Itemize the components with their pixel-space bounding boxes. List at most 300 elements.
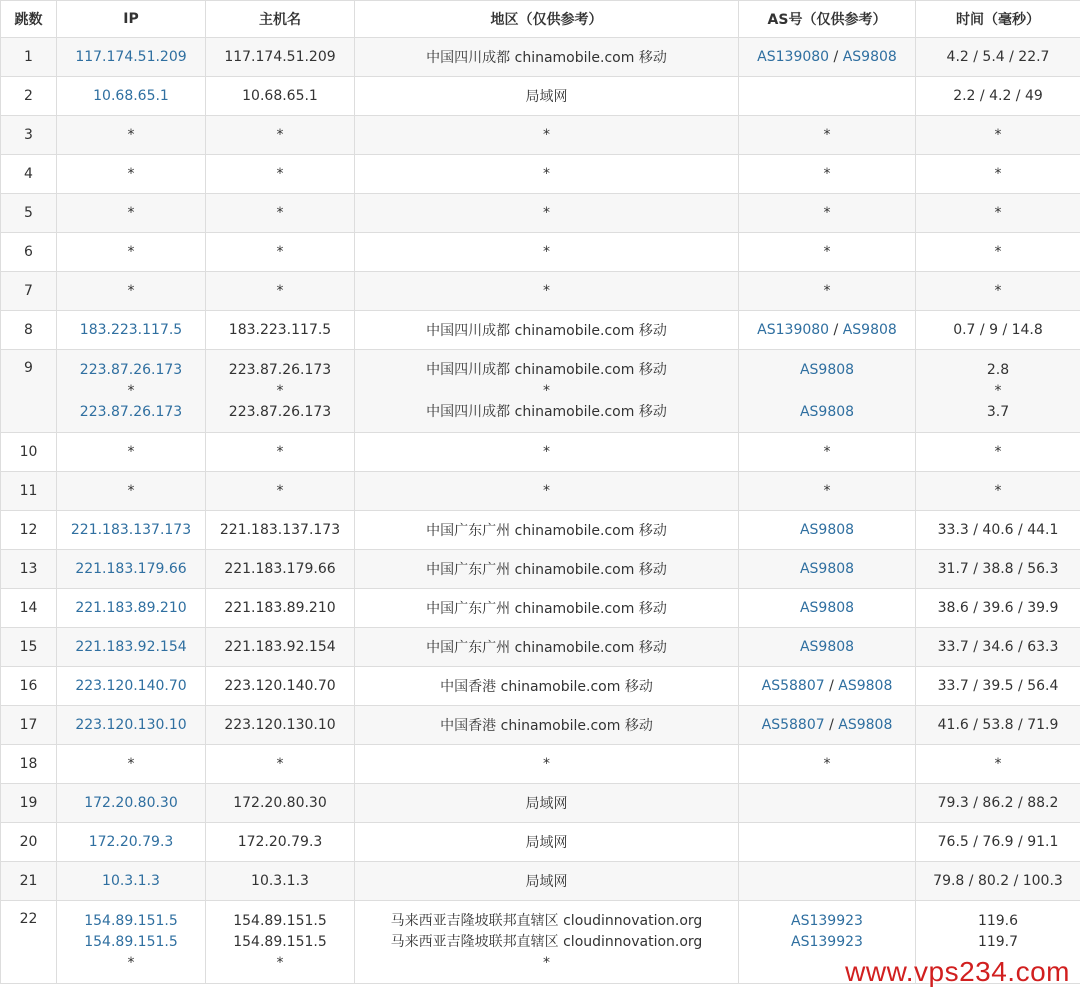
as-link[interactable]: AS58807 [761, 717, 825, 733]
as-number: * [823, 283, 831, 299]
latency-text: 4.2 / 5.4 / 22.7 [946, 49, 1050, 65]
ip-cell-line [80, 322, 182, 338]
as-cell [739, 194, 916, 233]
ip-link[interactable]: 221.183.89.210 [75, 600, 187, 616]
latency-text: 0.7 / 9 / 14.8 [953, 322, 1043, 338]
time-cell-line [947, 49, 1050, 65]
hostname-cell-line [229, 322, 331, 338]
header-row [1, 1, 1080, 38]
hostname: 10.3.1.3 [251, 873, 309, 889]
region-cell [355, 433, 739, 472]
ip-address: * [127, 244, 135, 260]
as-cell-line [825, 873, 829, 889]
ip-cell [57, 550, 206, 589]
latency-text: 41.6 / 53.8 / 71.9 [937, 717, 1059, 733]
region-cell [355, 667, 739, 706]
as-link[interactable]: AS9808 [838, 717, 893, 733]
hop-cell [1, 194, 57, 233]
latency-text: 33.3 / 40.6 / 44.1 [937, 522, 1059, 538]
time-cell-line [938, 561, 1059, 577]
hop-number: 5 [24, 205, 33, 221]
region-cell-line [526, 835, 568, 851]
hop-cell [1, 745, 57, 784]
ip-cell-line [75, 600, 186, 616]
ip-link[interactable]: 221.183.179.66 [75, 561, 187, 577]
ip-link[interactable]: 154.89.151.5 [84, 912, 178, 929]
hop-cell [1, 77, 57, 116]
region-cell [355, 589, 739, 628]
time-cell [916, 311, 1080, 350]
hop-cell [1, 311, 57, 350]
hostname-cell [206, 589, 355, 628]
table-row [1, 433, 1080, 472]
time-cell-line [938, 600, 1059, 616]
region-text: * [543, 954, 550, 971]
ip-cell-line [93, 88, 169, 104]
region-cell-line [359, 932, 734, 953]
ip-cell [57, 233, 206, 272]
table-header [1, 1, 1080, 38]
table-row [1, 823, 1080, 862]
region-cell-line [543, 205, 550, 221]
as-link[interactable]: AS9808 [842, 49, 897, 65]
ip-cell [57, 77, 206, 116]
latency-text: 76.5 / 76.9 / 91.1 [937, 834, 1059, 850]
time-cell-line [938, 717, 1059, 733]
as-cell [739, 155, 916, 194]
as-cell [739, 77, 916, 116]
as-link[interactable]: AS9808 [799, 639, 855, 655]
hop-cell [1, 511, 57, 550]
latency-text: * [994, 444, 1002, 460]
as-cell [739, 433, 916, 472]
hostname: 223.120.130.10 [224, 717, 336, 733]
table-row [1, 667, 1080, 706]
time-cell [916, 745, 1080, 784]
as-separator: / [824, 717, 839, 733]
ip-cell-line [75, 717, 186, 733]
region-text: 中国广东广州 chinamobile.com 移动 [426, 640, 667, 656]
hostname: * [276, 954, 284, 971]
region-cell-line [426, 523, 667, 539]
hop-number: 6 [24, 244, 33, 260]
hop-number: 12 [19, 522, 38, 538]
hop-cell [1, 116, 57, 155]
as-cell-line [743, 911, 911, 932]
ip-link[interactable]: 223.120.130.10 [75, 717, 187, 733]
ip-cell-line [75, 49, 186, 65]
latency-text: * [994, 166, 1002, 182]
region-cell [355, 155, 739, 194]
as-link[interactable]: AS9808 [799, 600, 855, 616]
latency-text: 33.7 / 34.6 / 63.3 [937, 639, 1059, 655]
table-row [1, 116, 1080, 155]
hostname-cell [206, 511, 355, 550]
region-text: 局域网 [525, 874, 568, 890]
ip-address: * [127, 382, 135, 399]
hostname: * [276, 756, 284, 772]
as-cell [739, 511, 916, 550]
ip-address: * [127, 954, 135, 971]
region-cell [355, 194, 739, 233]
ip-address: * [127, 127, 135, 143]
as-cell-line [824, 166, 831, 182]
ip-cell-line [61, 360, 201, 381]
col-header-hop: 跳数 [1, 1, 57, 38]
as-separator: / [829, 322, 843, 338]
hostname-cell [206, 901, 355, 984]
time-cell [916, 706, 1080, 745]
region-cell-line [359, 402, 734, 423]
as-link[interactable]: AS9808 [799, 403, 855, 420]
ip-cell-line [102, 873, 160, 889]
as-cell [739, 472, 916, 511]
hop-number: 19 [19, 795, 38, 811]
time-cell-line [920, 402, 1076, 423]
ip-cell-line [128, 244, 135, 260]
ip-cell-line [128, 756, 135, 772]
ip-link[interactable]: 221.183.92.154 [75, 639, 187, 655]
table-row [1, 550, 1080, 589]
latency-text: 119.7 [977, 933, 1019, 950]
ip-cell-line [61, 953, 201, 974]
as-cell [739, 862, 916, 901]
hostname-cell [206, 433, 355, 472]
ip-cell [57, 667, 206, 706]
hostname-cell [206, 38, 355, 77]
time-cell-line [933, 873, 1063, 889]
latency-text: 2.8 [986, 361, 1010, 378]
latency-text: * [994, 283, 1002, 299]
ip-link[interactable]: 172.20.79.3 [88, 834, 174, 850]
region-cell-line [359, 911, 734, 932]
region-cell [355, 784, 739, 823]
region-cell-line [543, 244, 550, 260]
time-cell [916, 589, 1080, 628]
latency-text: * [994, 127, 1002, 143]
time-cell [916, 155, 1080, 194]
latency-text: 31.7 / 38.8 / 56.3 [937, 561, 1059, 577]
as-link[interactable]: AS9808 [838, 678, 893, 694]
hostname-cell-line [277, 205, 284, 221]
hop-number: 11 [19, 483, 38, 499]
hostname-cell-line [210, 932, 350, 953]
region-text: * [543, 205, 550, 221]
hostname-cell-line [277, 127, 284, 143]
hop-cell [1, 901, 57, 984]
as-cell-line [800, 522, 854, 538]
ip-cell [57, 311, 206, 350]
table-row [1, 745, 1080, 784]
hop-number: 20 [19, 834, 38, 850]
hostname: * [276, 127, 284, 143]
hostname-cell [206, 77, 355, 116]
latency-text: 79.3 / 86.2 / 88.2 [937, 795, 1059, 811]
as-cell-line [757, 49, 897, 65]
as-number: * [823, 483, 831, 499]
hostname-cell [206, 628, 355, 667]
as-link[interactable]: AS9808 [799, 361, 855, 378]
hop-cell [1, 628, 57, 667]
hostname: * [276, 444, 284, 460]
table-row [1, 706, 1080, 745]
as-cell [739, 550, 916, 589]
hostname-cell-line [277, 756, 284, 772]
table-row [1, 38, 1080, 77]
as-cell [739, 589, 916, 628]
latency-text: 119.6 [977, 912, 1019, 929]
table-row [1, 350, 1080, 433]
hostname: 221.183.137.173 [219, 522, 341, 538]
as-cell-line [762, 678, 893, 694]
as-cell-line [743, 360, 911, 381]
table-row [1, 472, 1080, 511]
hop-number: 1 [24, 49, 33, 65]
latency-text: 38.6 / 39.6 / 39.9 [937, 600, 1059, 616]
as-cell-line [800, 600, 854, 616]
region-text: * [543, 127, 550, 143]
hostname-cell-line [224, 561, 335, 577]
ip-link[interactable]: 117.174.51.209 [75, 49, 187, 65]
time-cell-line [920, 381, 1076, 402]
ip-link[interactable]: 223.120.140.70 [75, 678, 187, 694]
region-text: * [543, 756, 550, 772]
time-cell [916, 38, 1080, 77]
hop-cell [1, 272, 57, 311]
as-cell [739, 706, 916, 745]
region-cell [355, 272, 739, 311]
hostname: 183.223.117.5 [228, 322, 332, 338]
table-row [1, 862, 1080, 901]
region-cell [355, 472, 739, 511]
ip-cell [57, 116, 206, 155]
time-cell-line [995, 244, 1002, 260]
region-text: 局域网 [525, 89, 568, 105]
hostname: 223.87.26.173 [228, 361, 332, 378]
time-cell-line [995, 756, 1002, 772]
ip-cell [57, 155, 206, 194]
ip-link[interactable]: 221.183.137.173 [70, 522, 192, 538]
hostname-cell-line [224, 678, 335, 694]
region-text: 中国四川成都 chinamobile.com 移动 [426, 323, 667, 339]
table-row [1, 628, 1080, 667]
time-cell-line [995, 483, 1002, 499]
table-row [1, 194, 1080, 233]
hop-number: 10 [19, 444, 38, 460]
as-cell [739, 784, 916, 823]
time-cell [916, 272, 1080, 311]
ip-cell [57, 745, 206, 784]
region-cell [355, 901, 739, 984]
as-number: * [823, 244, 831, 260]
ip-link[interactable]: 223.87.26.173 [79, 361, 183, 378]
hop-cell [1, 667, 57, 706]
ip-link[interactable]: 172.20.80.30 [84, 795, 178, 811]
region-cell-line [426, 323, 667, 339]
ip-cell-line [61, 402, 201, 423]
ip-cell-line [61, 932, 201, 953]
region-text: 中国四川成都 chinamobile.com 移动 [426, 403, 667, 420]
hop-cell [1, 784, 57, 823]
region-cell-line [359, 360, 734, 381]
time-cell-line [938, 795, 1059, 811]
region-cell [355, 745, 739, 784]
time-cell [916, 233, 1080, 272]
hostname: 117.174.51.209 [224, 49, 336, 65]
hostname-cell [206, 194, 355, 233]
hostname: 221.183.179.66 [224, 561, 336, 577]
ip-cell-line [128, 166, 135, 182]
time-cell [916, 194, 1080, 233]
as-cell [739, 311, 916, 350]
hostname-cell-line [210, 402, 350, 423]
ip-cell [57, 706, 206, 745]
table-row [1, 589, 1080, 628]
hop-cell [1, 550, 57, 589]
as-separator: / [824, 678, 839, 694]
ip-cell-line [128, 444, 135, 460]
hostname-cell [206, 862, 355, 901]
ip-cell-line [61, 381, 201, 402]
col-header-region: 地区（仅供参考） [355, 1, 739, 38]
hostname-cell [206, 823, 355, 862]
hostname-cell-line [224, 600, 335, 616]
ip-link[interactable]: 10.68.65.1 [93, 88, 169, 104]
region-cell-line [526, 89, 568, 105]
hostname: 221.183.89.210 [224, 600, 336, 616]
hop-number: 16 [19, 678, 38, 694]
hostname: 172.20.79.3 [237, 834, 323, 850]
region-text: * [543, 244, 550, 260]
as-link[interactable]: AS9808 [842, 322, 897, 338]
as-cell [739, 38, 916, 77]
ip-address: * [127, 166, 135, 182]
region-text: * [543, 166, 550, 182]
ip-cell [57, 784, 206, 823]
latency-text: 79.8 / 80.2 / 100.3 [933, 873, 1063, 889]
latency-text: * [994, 205, 1002, 221]
region-text: 中国四川成都 chinamobile.com 移动 [426, 50, 667, 66]
hostname-cell-line [251, 873, 309, 889]
as-link[interactable]: AS9808 [799, 522, 855, 538]
hop-number: 4 [24, 166, 33, 182]
region-cell-line [526, 796, 568, 812]
time-cell-line [920, 360, 1076, 381]
time-cell-line [995, 127, 1002, 143]
col-header-as: AS号（仅供参考） [739, 1, 916, 38]
as-cell [739, 233, 916, 272]
region-text: * [543, 444, 550, 460]
hop-number: 13 [19, 561, 38, 577]
hop-cell [1, 706, 57, 745]
region-cell [355, 350, 739, 433]
time-cell [916, 784, 1080, 823]
region-cell-line [543, 127, 550, 143]
hostname-cell [206, 550, 355, 589]
as-number: * [823, 444, 831, 460]
region-cell-line [426, 601, 667, 617]
hostname: * [276, 283, 284, 299]
ip-link[interactable]: 154.89.151.5 [84, 933, 178, 950]
as-cell-line [825, 795, 829, 811]
as-link[interactable]: AS139923 [791, 912, 863, 929]
region-text: * [543, 483, 550, 499]
hop-number: 14 [19, 600, 38, 616]
hop-cell [1, 472, 57, 511]
hop-number: 3 [24, 127, 33, 143]
as-link[interactable]: AS139080 [757, 49, 830, 65]
time-cell-line [995, 444, 1002, 460]
as-link[interactable]: AS139923 [791, 933, 863, 950]
hop-cell [1, 823, 57, 862]
hostname: 172.20.80.30 [233, 795, 327, 811]
region-cell [355, 77, 739, 116]
region-cell [355, 233, 739, 272]
as-cell-line [800, 639, 854, 655]
region-text: 中国广东广州 chinamobile.com 移动 [426, 601, 667, 617]
hostname-cell-line [210, 911, 350, 932]
hop-number: 21 [19, 873, 38, 889]
hostname-cell [206, 745, 355, 784]
table-body [1, 38, 1080, 984]
time-cell-line [953, 322, 1043, 338]
as-cell [739, 272, 916, 311]
as-cell [739, 116, 916, 155]
region-text: 马来西亚吉隆坡联邦直辖区 cloudinnovation.org [390, 933, 703, 950]
ip-cell-line [75, 639, 186, 655]
hostname-cell-line [220, 522, 340, 538]
latency-text: 33.7 / 39.5 / 56.4 [937, 678, 1059, 694]
time-cell [916, 667, 1080, 706]
ip-link[interactable]: 223.87.26.173 [79, 403, 183, 420]
as-cell [739, 745, 916, 784]
as-link[interactable]: AS139080 [757, 322, 830, 338]
hop-cell [1, 155, 57, 194]
as-cell-line [824, 205, 831, 221]
latency-text: 3.7 [986, 403, 1010, 420]
region-cell-line [359, 381, 734, 402]
as-link[interactable]: AS58807 [761, 678, 825, 694]
region-text: 局域网 [525, 796, 568, 812]
ip-link[interactable]: 183.223.117.5 [79, 322, 183, 338]
hostname-cell [206, 155, 355, 194]
hostname: 223.120.140.70 [224, 678, 336, 694]
region-text: 中国广东广州 chinamobile.com 移动 [426, 562, 667, 578]
ip-address: * [127, 756, 135, 772]
hop-number: 7 [24, 283, 33, 299]
ip-cell [57, 194, 206, 233]
ip-cell-line [75, 561, 186, 577]
as-cell-line [743, 402, 911, 423]
hop-number: 22 [19, 911, 38, 927]
time-cell-line [920, 911, 1076, 932]
latency-text: * [994, 756, 1002, 772]
region-cell [355, 862, 739, 901]
hostname-cell-line [233, 795, 327, 811]
ip-cell [57, 901, 206, 984]
region-cell [355, 511, 739, 550]
as-cell-line [762, 717, 893, 733]
ip-address: * [127, 283, 135, 299]
region-cell [355, 116, 739, 155]
time-cell-line [938, 639, 1059, 655]
region-cell [355, 706, 739, 745]
ip-link[interactable]: 10.3.1.3 [102, 873, 160, 889]
time-cell [916, 862, 1080, 901]
as-link[interactable]: AS9808 [799, 561, 855, 577]
hostname-cell-line [224, 49, 335, 65]
hostname-cell-line [210, 360, 350, 381]
